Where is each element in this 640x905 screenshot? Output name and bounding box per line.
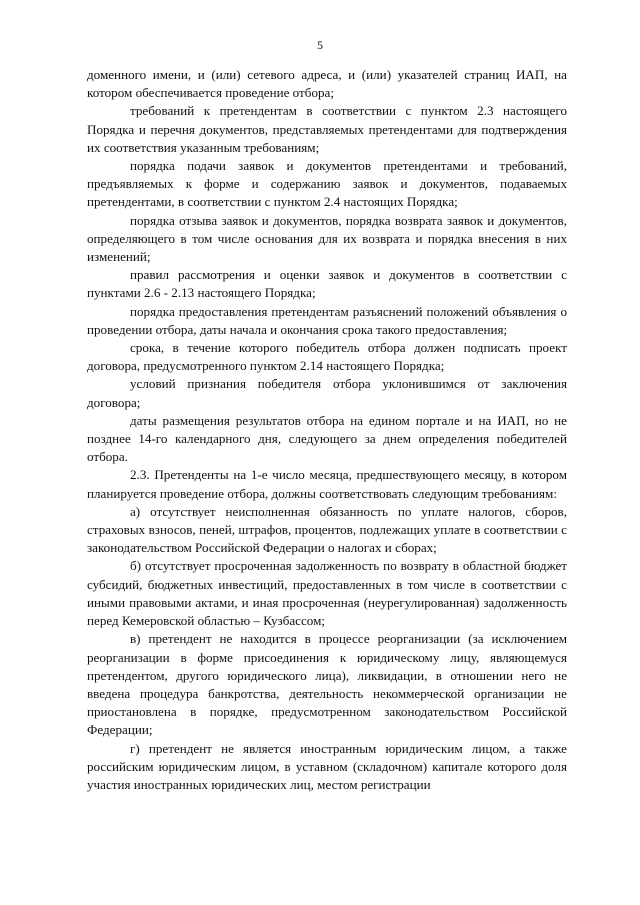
paragraph: б) отсутствует просроченная задолженность по возврату в областной бюджет субсидий, бюджетных инвестиций, предоставленных в том числе в соответствии с иными правовыми актами, и иная просроченная (неурегулированная) задолженность перед Кемеровской областью – Кузбассом;: [87, 558, 567, 629]
paragraph: а) отсутствует неисполненная обязанность по уплате налогов, сборов, страховых взносов, пеней, штрафов, процентов, подлежащих уплате в соответствии с законодательством Российской Федерации о налогах и сборах;: [87, 503, 567, 556]
paragraph: даты размещения результатов отбора на едином портале и на ИАП, но не позднее 14-го календарного дня, следующего за днем определения победителей отбора.: [87, 412, 567, 465]
page-number: 5: [317, 38, 323, 52]
paragraph: срока, в течение которого победитель отбора должен подписать проект договора, предусмотренного пунктом 2.14 настоящего Порядка;: [87, 340, 567, 374]
document-body: [87, 66, 567, 794]
paragraph: правил рассмотрения и оценки заявок и документов в соответствии с пунктами 2.6 - 2.13 настоящего Порядка;: [87, 267, 567, 301]
paragraph: порядка подачи заявок и документов претендентами и требований, предъявляемых к форме и содержанию заявок и документов, подаваемых претендентами, в соответствии с пунктом 2.4 настоящих Порядка;: [87, 158, 567, 210]
paragraph: 2.3. Претенденты на 1-е число месяца, предшествующего месяцу, в котором планируется проведение отбора, должны соответствовать следующим требованиям:: [87, 467, 567, 501]
paragraph: г) претендент не является иностранным юридическим лицом, а также российским юридическим лицом, в уставном (складочном) капитале которого доля участия иностранных юридических лиц, местом регистрации: [87, 740, 567, 792]
paragraph: доменного имени, и (или) сетевого адреса, и (или) указателей страниц ИАП, на котором обеспечивается проведение отбора;: [87, 67, 567, 101]
paragraph: требований к претендентам в соответствии с пунктом 2.3 настоящего Порядка и перечня документов, представляемых претендентами для подтверждения их соответствия указанным требованиям;: [87, 103, 567, 155]
paragraph: в) претендент не находится в процессе реорганизации (за исключением реорганизации в форме присоединения к юридическому лицу, являющемуся претендентом, другого юридического лица), ликвидации, в отношении него не введена процедура банкротства, деятельность некоммерческой организации не приостановлена в порядке, предусмотренном законодательством Российской Федерации;: [87, 631, 567, 738]
paragraph: порядка предоставления претендентам разъяснений положений объявления о проведении отбора, даты начала и окончания срока такого предоставления;: [87, 303, 567, 337]
paragraph: порядка отзыва заявок и документов, порядка возврата заявок и документов, определяющего в том числе основания для их возврата и порядка внесения в них изменений;: [87, 212, 567, 265]
paragraph: условий признания победителя отбора уклонившимся от заключения договора;: [87, 376, 567, 410]
